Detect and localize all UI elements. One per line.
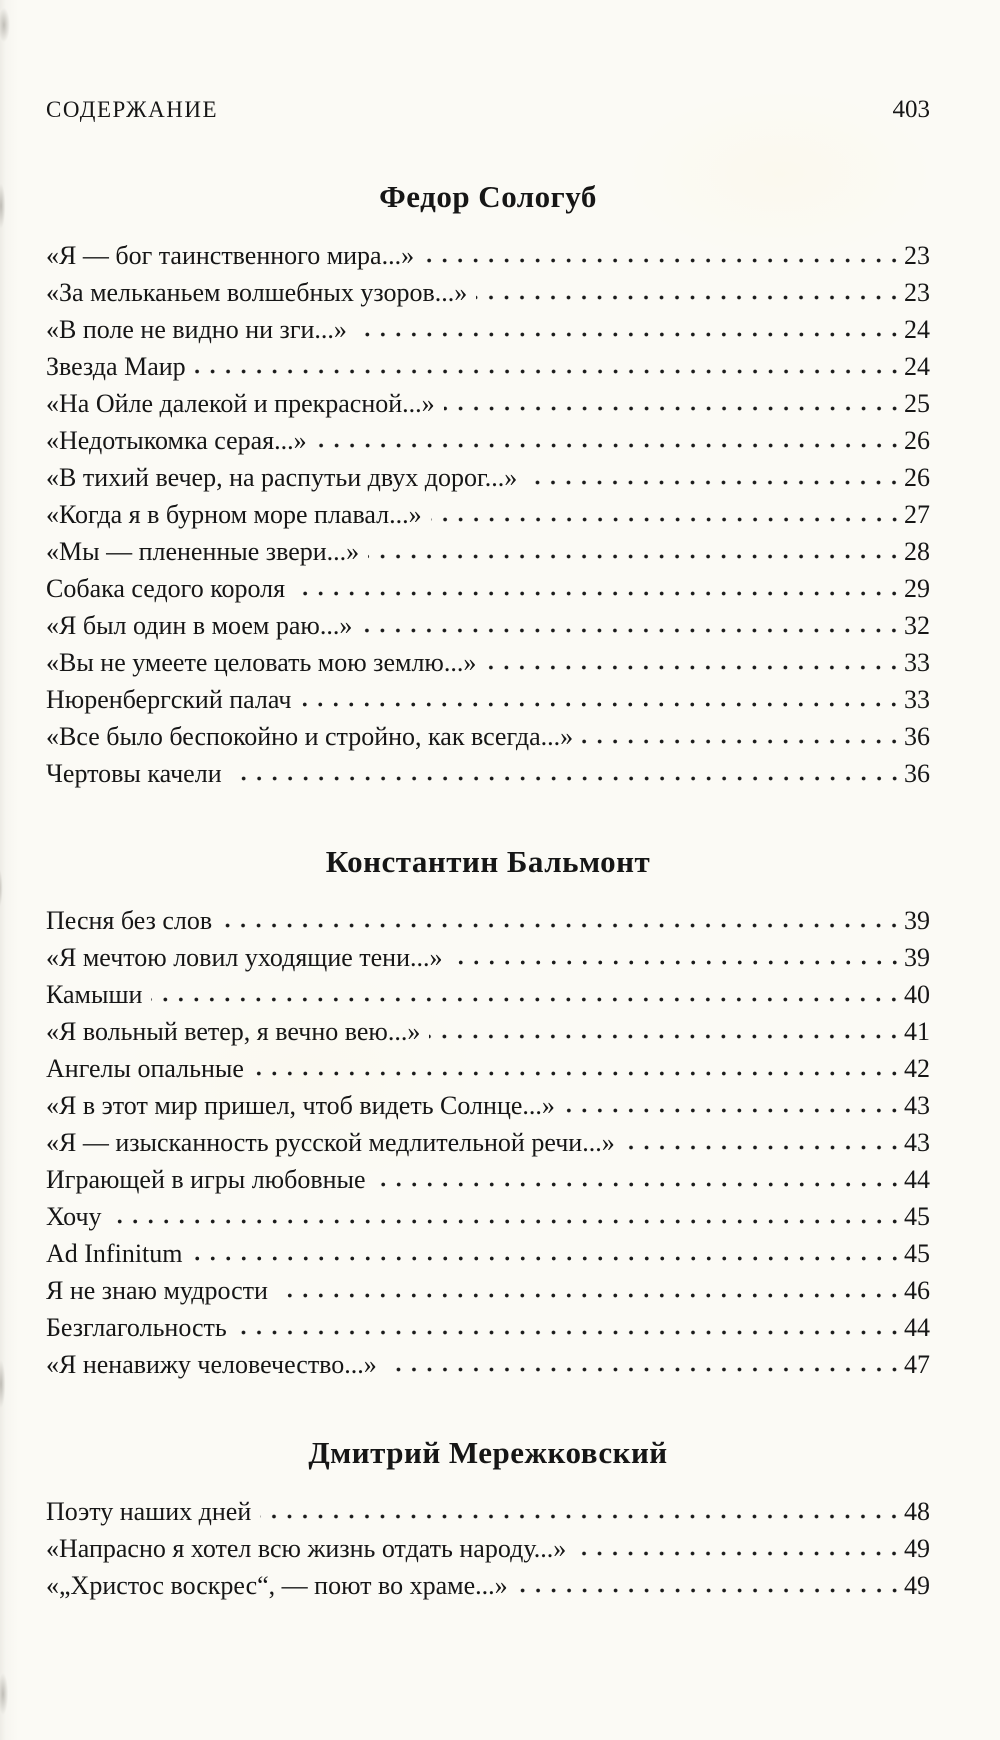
toc-entry-page: 40 <box>904 980 930 1009</box>
toc-entry <box>46 570 930 607</box>
dot-leader <box>485 663 904 671</box>
toc-entry-title: Я не знаю мудрости <box>46 1276 268 1305</box>
toc-entry-page: 42 <box>904 1054 930 1083</box>
dot-leader <box>253 1069 904 1077</box>
toc-entry-title: Собака седого короля <box>46 574 286 603</box>
dot-leader <box>356 330 904 338</box>
toc-entry-title: «Я — изысканность русской медлительной речи...» <box>46 1128 615 1157</box>
toc-entry-title: «В поле не видно ни зги...» <box>46 315 347 344</box>
toc-entry <box>46 1272 930 1309</box>
dot-leader <box>444 404 904 412</box>
dot-leader <box>277 1291 904 1299</box>
dot-leader <box>300 700 904 708</box>
toc-entry <box>46 1346 930 1383</box>
toc-entry-page: 23 <box>904 278 930 307</box>
entry-list <box>46 902 930 1383</box>
dot-leader <box>192 1254 905 1262</box>
toc-entry <box>46 385 930 422</box>
dot-leader <box>386 1365 904 1373</box>
toc-entry-page: 26 <box>904 463 930 492</box>
dot-leader <box>452 958 905 966</box>
dot-leader <box>361 626 904 634</box>
contents-title: СОДЕРЖАНИЕ <box>46 97 219 122</box>
dot-leader <box>316 441 904 449</box>
dot-leader <box>431 515 904 523</box>
toc-entry-title: «Все было беспокойно и стройно, как всегда...» <box>46 722 574 751</box>
toc-entry-page: 43 <box>904 1128 930 1157</box>
toc-entry-title: Чертовы качели <box>46 759 222 788</box>
toc-entry-page: 39 <box>904 943 930 972</box>
toc-entry <box>46 274 930 311</box>
toc-entry-title: «Я вольный ветер, я вечно вею...» <box>46 1017 421 1046</box>
toc-entry-page: 24 <box>904 315 930 344</box>
toc-entry-page: 26 <box>904 426 930 455</box>
toc-entry-title: «В тихий вечер, на распутьи двух дорог...» <box>46 463 518 492</box>
author-heading: Федор Сологуб <box>379 179 597 214</box>
toc-entry-page: 23 <box>904 241 930 270</box>
scan-artifact <box>0 1666 10 1722</box>
toc-entry-page: 44 <box>904 1165 930 1194</box>
toc-entry <box>46 1050 930 1087</box>
toc-entry-page: 33 <box>904 648 930 677</box>
toc-entry-title: «За мельканьем волшебных узоров...» <box>46 278 468 307</box>
toc-entry-title: «Я ненавижу человечество...» <box>46 1350 377 1379</box>
toc-entry <box>46 1493 930 1530</box>
toc-entry <box>46 237 930 274</box>
dot-leader <box>429 1032 904 1040</box>
toc-entry-page: 25 <box>904 389 930 418</box>
folio-page-number: 403 <box>892 96 930 123</box>
dot-leader <box>476 293 904 301</box>
toc-entry-title: «Недотыкомка серая...» <box>46 426 307 455</box>
entry-list <box>46 1493 930 1604</box>
toc-entry <box>46 348 930 385</box>
toc-entry <box>46 939 930 976</box>
toc-entry-page: 29 <box>904 574 930 603</box>
dot-leader <box>236 1328 904 1336</box>
dot-leader <box>368 552 904 560</box>
dot-leader <box>582 737 904 745</box>
dot-leader <box>423 256 904 264</box>
toc-entry-title: Звезда Маир <box>46 352 186 381</box>
toc-entry <box>46 644 930 681</box>
toc-entry-page: 48 <box>904 1497 930 1526</box>
toc-entry-title: Поэту наших дней <box>46 1497 252 1526</box>
toc-entry <box>46 976 930 1013</box>
toc-entry-page: 46 <box>904 1276 930 1305</box>
toc-entry <box>46 1235 930 1272</box>
toc-section <box>46 840 930 1383</box>
toc-sections <box>46 175 930 1604</box>
toc-entry-page: 24 <box>904 352 930 381</box>
toc-entry <box>46 1013 930 1050</box>
toc-entry <box>46 1309 930 1346</box>
dot-leader <box>151 995 904 1003</box>
toc-entry-title: «„Христос воскрес“, — поют во храме...» <box>46 1571 508 1600</box>
toc-entry-title: Ангелы опальные <box>46 1054 244 1083</box>
toc-entry <box>46 1124 930 1161</box>
dot-leader <box>517 1586 904 1594</box>
toc-entry <box>46 718 930 755</box>
toc-entry-page: 44 <box>904 1313 930 1342</box>
dot-leader <box>564 1106 904 1114</box>
toc-entry-title: «Я в этот мир пришел, чтоб видеть Солнце...» <box>46 1091 555 1120</box>
scan-artifact <box>0 862 4 914</box>
scan-artifact <box>0 176 7 236</box>
toc-entry-title: Безглагольность <box>46 1313 227 1342</box>
dot-leader <box>260 1512 904 1520</box>
toc-section <box>46 175 930 792</box>
toc-entry <box>46 607 930 644</box>
dot-leader <box>231 774 904 782</box>
toc-entry-title: «Когда я в бурном море плавал...» <box>46 500 422 529</box>
toc-entry-page: 33 <box>904 685 930 714</box>
toc-entry <box>46 496 930 533</box>
toc-entry-title: «На Ойле далекой и прекрасной...» <box>46 389 435 418</box>
toc-entry-page: 36 <box>904 759 930 788</box>
toc-entry-page: 45 <box>904 1202 930 1231</box>
toc-entry-page: 49 <box>904 1571 930 1600</box>
dot-leader <box>624 1143 904 1151</box>
toc-entry-page: 45 <box>904 1239 930 1268</box>
toc-entry-title: «Мы — плененные звери...» <box>46 537 360 566</box>
toc-entry-page: 27 <box>904 500 930 529</box>
toc-entry-title: «Я мечтою ловил уходящие тени...» <box>46 943 443 972</box>
toc-entry-title: Ad Infinitum <box>46 1239 183 1268</box>
toc-entry <box>46 1567 930 1604</box>
toc-entry <box>46 755 930 792</box>
dot-leader <box>375 1180 904 1188</box>
toc-entry <box>46 1198 930 1235</box>
dot-leader <box>526 478 904 486</box>
dot-leader <box>575 1549 904 1557</box>
toc-entry <box>46 533 930 570</box>
toc-entry <box>46 1161 930 1198</box>
dot-leader <box>111 1217 904 1225</box>
toc-section <box>46 1431 930 1604</box>
author-heading: Константин Бальмонт <box>325 844 651 879</box>
toc-entry-page: 28 <box>904 537 930 566</box>
toc-entry-title: «Вы не умеете целовать мою землю...» <box>46 648 477 677</box>
running-head <box>46 92 930 127</box>
toc-entry-page: 41 <box>904 1017 930 1046</box>
toc-entry-title: Песня без слов <box>46 906 213 935</box>
toc-entry-title: Играющей в игры любовные <box>46 1165 366 1194</box>
toc-entry-title: Камыши <box>46 980 143 1009</box>
toc-entry-title: Хочу <box>46 1202 102 1231</box>
toc-entry-page: 32 <box>904 611 930 640</box>
toc-entry-page: 47 <box>904 1350 930 1379</box>
scan-artifact <box>0 2 12 48</box>
toc-entry <box>46 422 930 459</box>
dot-leader <box>221 921 904 929</box>
dot-leader <box>294 589 904 597</box>
toc-entry-page: 43 <box>904 1091 930 1120</box>
toc-entry-title: «Напрасно я хотел всю жизнь отдать народу...» <box>46 1534 567 1563</box>
toc-entry-page: 36 <box>904 722 930 751</box>
toc-entry <box>46 902 930 939</box>
toc-entry <box>46 1530 930 1567</box>
dot-leader <box>195 367 904 375</box>
entry-list <box>46 237 930 792</box>
toc-entry <box>46 681 930 718</box>
scan-artifact <box>0 1352 7 1416</box>
toc-entry <box>46 459 930 496</box>
toc-entry <box>46 1087 930 1124</box>
toc-entry <box>46 311 930 348</box>
toc-entry-title: Нюренбергский палач <box>46 685 292 714</box>
toc-entry-title: «Я был один в моем раю...» <box>46 611 353 640</box>
author-heading: Дмитрий Мережковский <box>308 1435 668 1470</box>
toc-entry-title: «Я — бог таинственного мира...» <box>46 241 415 270</box>
toc-entry-page: 39 <box>904 906 930 935</box>
toc-entry-page: 49 <box>904 1534 930 1563</box>
